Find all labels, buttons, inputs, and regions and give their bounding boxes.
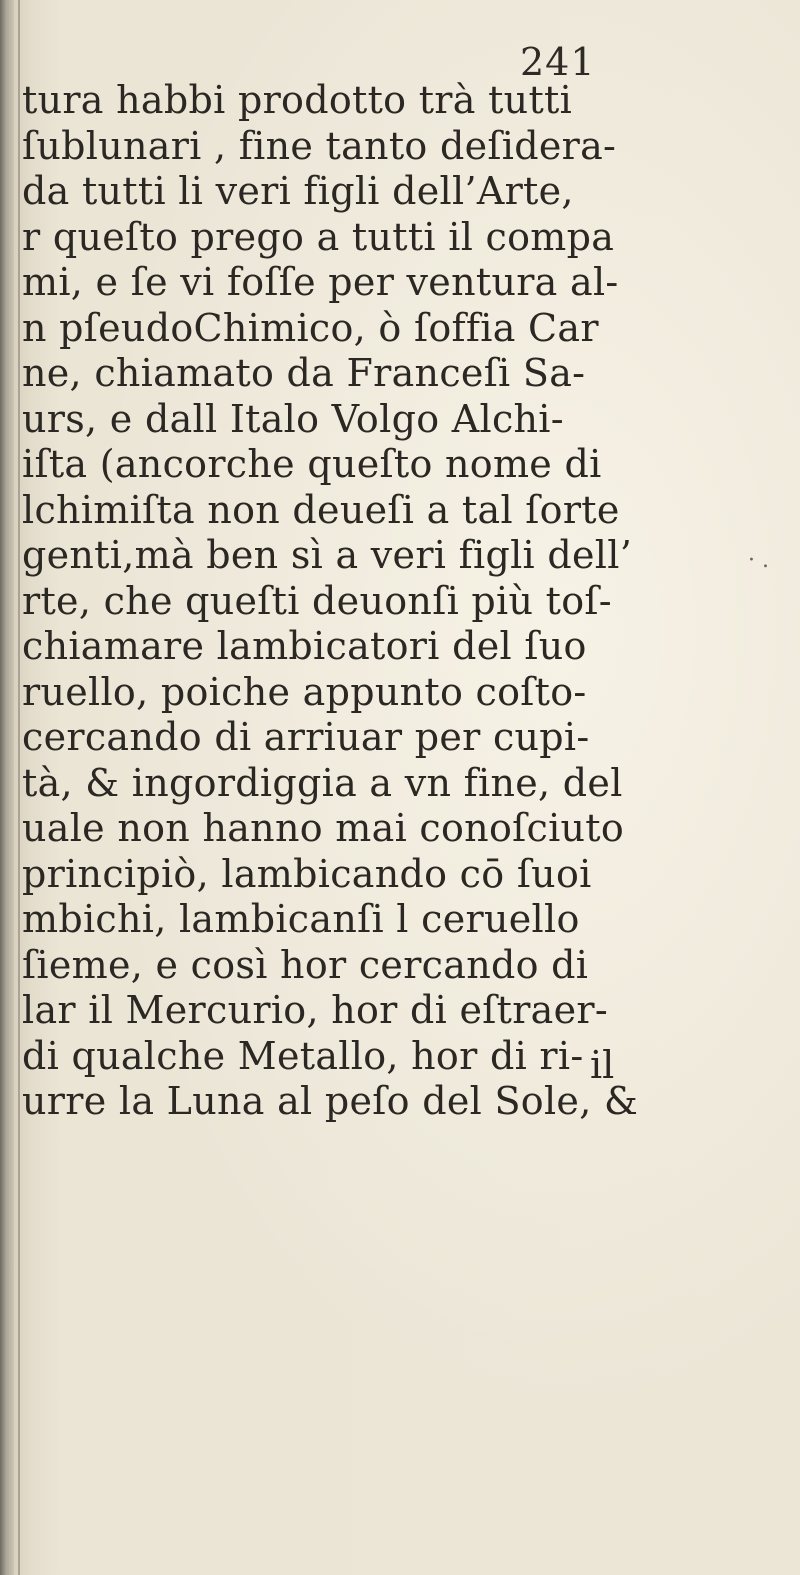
text-line: ruello, poiche appunto coſto- bbox=[22, 669, 587, 714]
page-number: 241 bbox=[520, 40, 596, 84]
text-line: ſublunari , fine tanto deſidera- bbox=[22, 123, 617, 168]
text-line: n pſeudoChimico, ò ſoffia Car bbox=[22, 305, 599, 350]
text-line: tà, & ingordiggia a vn fine, del bbox=[22, 760, 623, 805]
text-line: rte, che queſti deuonſi più toſ- bbox=[22, 578, 612, 623]
text-line: da tutti li veri figli dell’Arte, bbox=[22, 169, 574, 213]
text-line: lchimiſta non deueſi a tal ſorte bbox=[22, 487, 620, 532]
gutter-shadow-line bbox=[18, 0, 20, 1575]
text-line: urre la Luna al peſo del Sole, & bbox=[22, 1079, 639, 1123]
catchword: il bbox=[590, 1043, 615, 1087]
text-line: genti,mà ben sì a veri figli dell’ bbox=[22, 533, 633, 577]
binding-gutter bbox=[0, 0, 14, 1575]
text-line: di qualche Metallo, hor di ri- bbox=[22, 1033, 584, 1078]
text-line: r queſto prego a tutti il compa bbox=[22, 214, 615, 259]
text-line: lar il Mercurio, hor di eſtraer- bbox=[22, 988, 609, 1032]
ink-mark: · . bbox=[748, 548, 769, 573]
text-line: chiamare lambicatori del ſuo bbox=[22, 624, 587, 668]
text-line: mbichi, lambicanſi l ceruello bbox=[22, 897, 580, 941]
text-block bbox=[22, 78, 792, 1125]
text-line: cercando di arriuar per cupi- bbox=[22, 715, 590, 759]
text-line: iſta (ancorche queſto nome di bbox=[22, 442, 602, 486]
text-line: ſieme, e così hor cercando di bbox=[22, 942, 589, 987]
text-line: tura habbi prodotto trà tutti bbox=[22, 78, 573, 122]
text-line: mi, e ſe vi foſſe per ventura al- bbox=[22, 260, 619, 304]
text-line: uale non hanno mai conoſciuto bbox=[22, 806, 625, 850]
text-line: urs, e dall Italo Volgo Alchi- bbox=[22, 396, 564, 441]
text-line: principiò, lambicando cō ſuoi bbox=[22, 851, 592, 896]
text-line: ne, chiamato da Franceſi Sa- bbox=[22, 351, 586, 395]
